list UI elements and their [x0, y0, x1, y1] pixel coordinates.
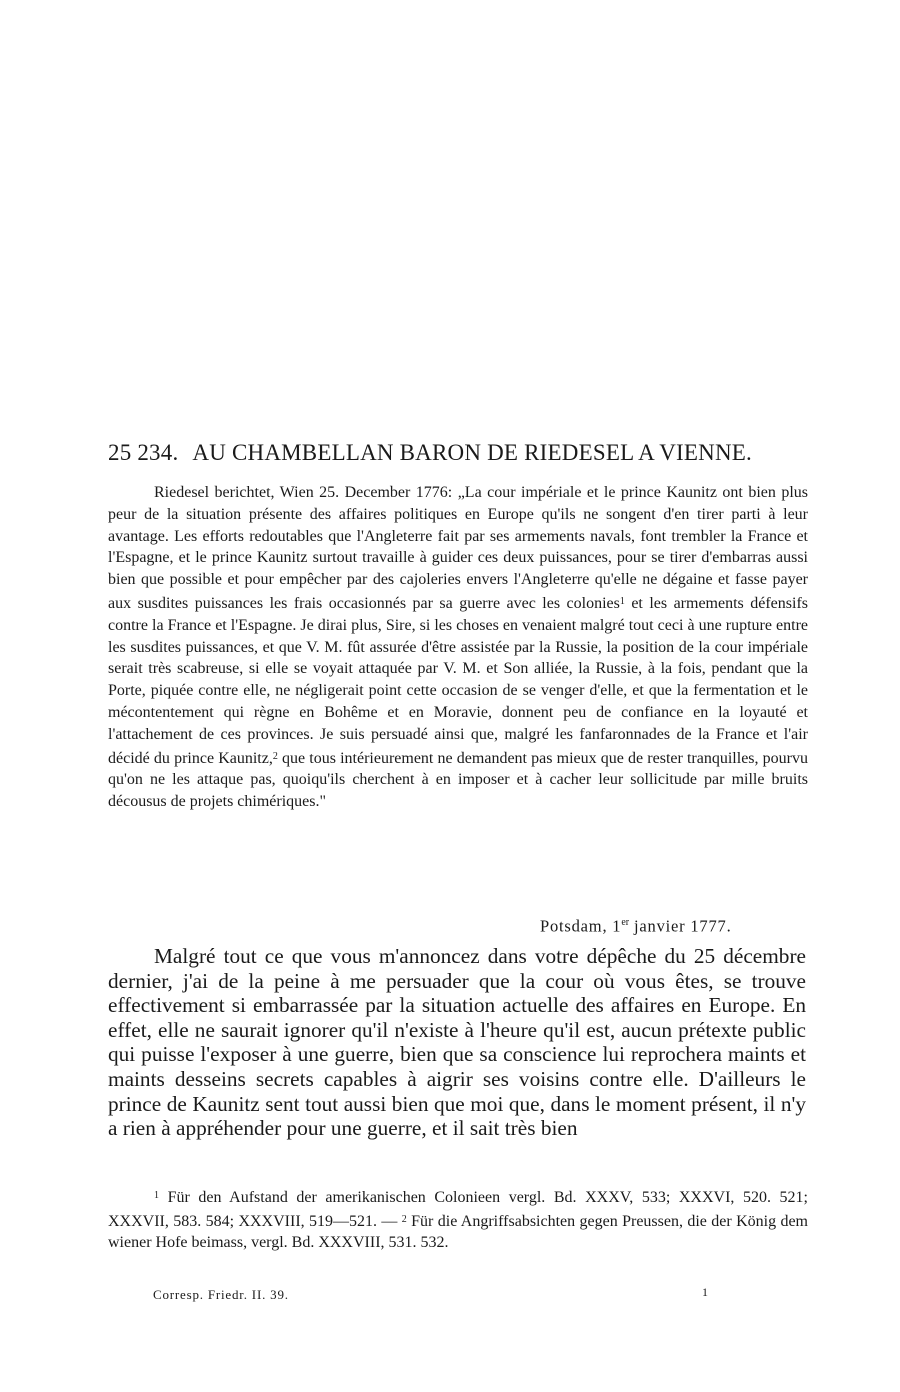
report-paragraph	[108, 482, 808, 813]
footnote-2-text: Für die Angriffsabsichten gegen Preussen, die der König dem wiener Hofe beimass, vergl. Bd. XXXVIII, 531. 532.	[108, 1212, 808, 1251]
footnote-ref-2: 2	[272, 750, 278, 762]
footnote-1-text: Für den Aufstand der amerikanischen Colonieen vergl. Bd. XXXV, 533; XXXVI, 520. 521; XXXVII, 583. 584; XXXVIII, 519—521. —	[108, 1189, 808, 1230]
letter-title: AU CHAMBELLAN BARON DE RIEDESEL A VIENNE.	[192, 440, 752, 465]
dateline-ordinal: er	[621, 917, 630, 928]
report-summary	[108, 482, 808, 813]
report-text-continued: et les armements défensifs contre la France et l'Espagne. Je dirai plus, Sire, si les choses en venaient malgré tout ceci à une rupture entre les susdites puissances, et que V. M. fût assurée d'être assistée par la Russie, la position de la cour impériale serait très scabreuse, si elle se voyait attaquée par V. M. et Son alliée, la Russie, à la fois, pendant que la Porte, piquée contre elle, ne négligerait point cette occasion de se venger d'elle, et que la fermentation et le mécontentement qui règne en Bohême et en Moravie, donnent peu de confiance en la loyauté et l'attachement de ces provinces. Je suis persuadé ainsi que, malgré les fanfaronnades de la France et l'air décidé du prince Kaunitz,	[108, 594, 808, 767]
sheet-number: 1	[702, 1285, 708, 1299]
dateline-date: janvier 1777.	[629, 916, 732, 936]
footnote-mark-1: 1	[154, 1190, 159, 1201]
report-text-end: que tous intérieurement ne demandent pas mieux que de rester tranquilles, pourvu qu'on ne les attaque pas, quoiqu'ils cherchent à en imposer et à cacher leur sollicitude par mille bruits décousus de projets chimériques."	[108, 749, 808, 811]
signature-line: Corresp. Friedr. II. 39.	[153, 1287, 289, 1302]
dateline-place: Potsdam, 1	[540, 916, 622, 936]
footnote-paragraph	[108, 1185, 808, 1254]
footnote-ref-1: 1	[619, 595, 625, 607]
dateline	[540, 912, 732, 938]
report-text: Riedesel berichtet, Wien 25. December 1776: „La cour impériale et le prince Kaunitz ont bien plus peur de la situation présente des affaires politiques en Europe qu'ils ne songent d'en tirer parti à leur avantage. Les efforts redoutables que l'Angleterre fait par ses armements navals, font trembler la France et l'Espagne, et le prince Kaunitz surtout travaille à guider ces deux puissances, pour se tirer d'embarras aussi bien que possible et pour empêcher par des cajoleries envers l'Angleterre qu'elle ne dégaine et fasse payer aux susdites puissances les frais occasionnés par sa guerre avec les colonies	[108, 484, 808, 612]
letter-number: 25 234.	[108, 440, 179, 465]
letter-heading	[108, 438, 808, 468]
letter-paragraph: Malgré tout ce que vous m'annoncez dans votre dépêche du 25 décembre dernier, j'ai de la peine à me persuader que la cour où vous êtes, se trouve effectivement si embarrassée par la situation actuelle des affaires en Europe. En effet, elle ne saurait ignorer qu'il n'existe à l'heure qu'il est, aucun prétexte public qui puisse l'exposer à une guerre, bien que sa conscience lui reprochera maints et maints desseins secrets capables à aigrir ses voisins contre elle. D'ailleurs le prince de Kaunitz sent tout aussi bien que moi que, dans le moment présent, il n'y a rien à appréhender pour une guerre, et il sait très bien	[108, 944, 806, 1141]
letter-body	[108, 944, 806, 1141]
footnote-mark-2: 2	[401, 1213, 407, 1225]
footnotes	[108, 1185, 808, 1254]
